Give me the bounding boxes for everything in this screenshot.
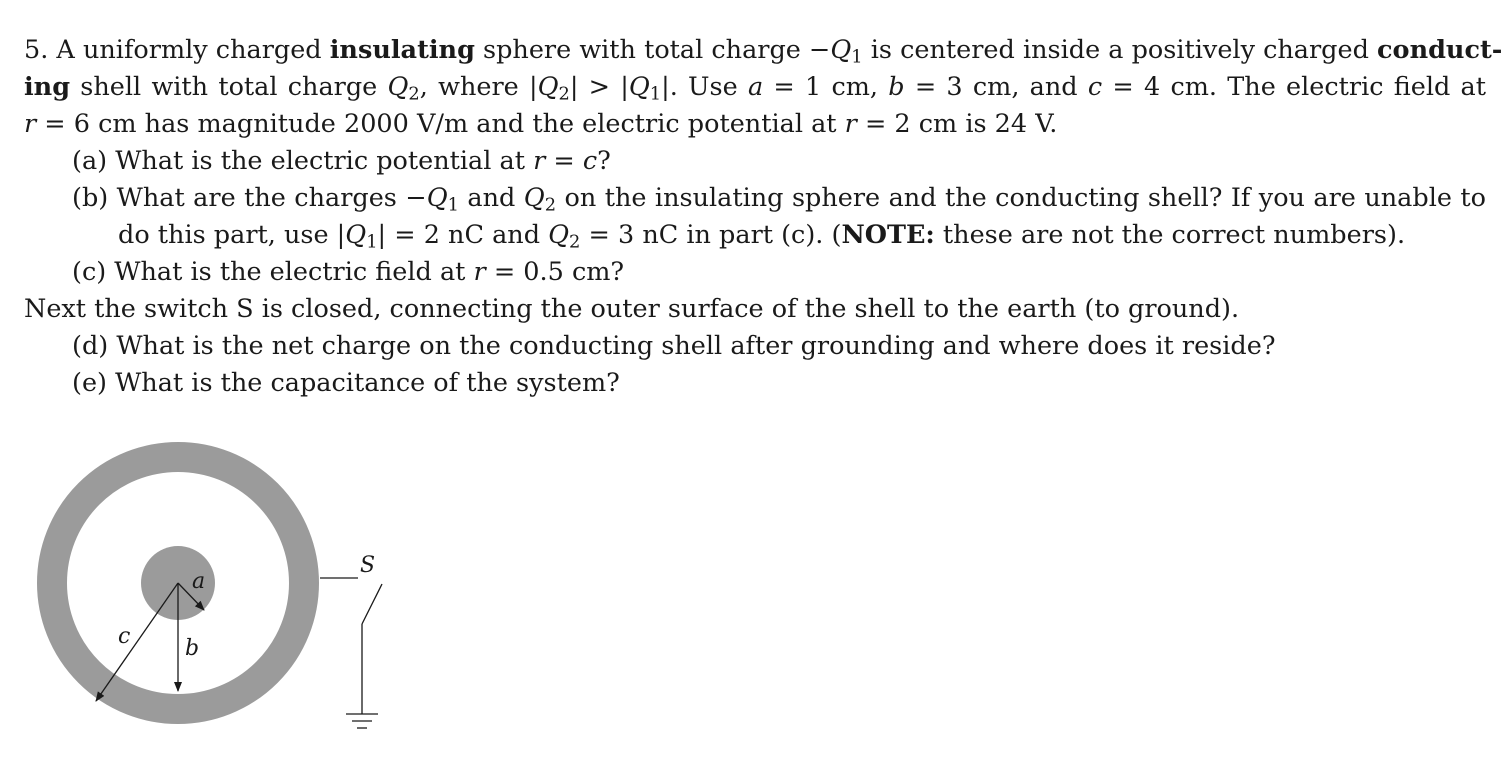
bold-conducting: conduct- [1377, 35, 1503, 65]
text-span: = [545, 146, 583, 176]
next-paragraph: Next the switch S is closed, connecting the outer surface of the shell to the earth (to ground). [24, 294, 1240, 324]
part-e: (e) What is the capacitance of the system? [72, 368, 620, 398]
bold-ing: ing [24, 72, 71, 102]
subscript: 1 [851, 46, 863, 68]
text-span: on the insulating sphere and the conducting shell? If you are unable to [556, 183, 1486, 213]
figure [20, 430, 400, 754]
part-d: (d) What is the net charge on the conducting shell after grounding and where does it reside? [72, 331, 1276, 361]
math-q: Q [628, 72, 650, 102]
text-span: = 3 nC in part (c). ( [580, 220, 842, 250]
subscript: 1 [447, 194, 459, 216]
text-span: , where | [419, 72, 538, 102]
text-span: do this part, use | [118, 220, 346, 250]
subscript: 1 [366, 231, 378, 253]
text-span: is centered inside a positively charged [862, 35, 1378, 65]
text-span: and [458, 183, 524, 213]
problem-line-1 [24, 32, 1503, 69]
math-r: r [24, 109, 37, 139]
math-q: Q [548, 220, 570, 250]
math-q: Q [537, 72, 559, 102]
math-c: c [582, 146, 598, 176]
text-span: sphere with total charge [474, 35, 810, 65]
math-q: Q [426, 183, 448, 213]
math-c: c [1087, 72, 1103, 102]
label-a: a [192, 569, 206, 594]
text-span: (c) What is the electric field at [72, 257, 474, 287]
text-span: = 0.5 cm? [485, 257, 625, 287]
radius-c-arrow [96, 583, 178, 701]
label-b: b [185, 636, 200, 661]
math-r: r [844, 109, 857, 139]
switch-blade [362, 584, 382, 624]
subscript: 2 [544, 194, 557, 216]
math-r: r [533, 146, 546, 176]
text-span: = 3 cm, and [904, 72, 1088, 102]
math-a: a [747, 72, 764, 102]
problem-line-3 [24, 106, 1486, 143]
text-span: | = 2 nC and [377, 220, 549, 250]
text-span: = 4 cm. The electric field at [1102, 72, 1487, 102]
math-b: b [888, 72, 905, 102]
subscript: 2 [558, 83, 570, 105]
math-r: r [473, 257, 486, 287]
bold-insulating: insulating [329, 35, 475, 65]
part-b-line-2 [24, 217, 1486, 254]
part-c [24, 254, 1486, 291]
text-span: | > | [569, 72, 629, 102]
bold-note: NOTE: [841, 220, 935, 250]
part-a [24, 143, 1486, 180]
math-q: Q [345, 220, 367, 250]
text-span: = 2 cm is 24 V. [856, 109, 1058, 139]
label-s: S [360, 553, 376, 578]
text-span: ? [597, 146, 611, 176]
text-span: = 6 cm has magnitude 2000 V/m and the electric potential at [36, 109, 845, 139]
text-span: (b) What are the charges − [72, 183, 427, 213]
text-span: 5. A uniformly charged [24, 35, 330, 65]
problem-text [24, 32, 1503, 402]
math-q: Q [523, 183, 545, 213]
subscript: 1 [649, 83, 662, 105]
subscript: 2 [408, 83, 420, 105]
text-span: these are not the correct numbers). [934, 220, 1406, 250]
part-b-line-1 [24, 180, 1486, 217]
problem-line-2 [24, 69, 1486, 106]
math-q: Q [387, 72, 409, 102]
label-c: c [118, 624, 131, 649]
text-span: shell with total charge [70, 72, 388, 102]
math-q: −Q [809, 35, 852, 65]
shell-diagram [20, 430, 400, 750]
text-span: |. Use [661, 72, 748, 102]
text-span: (a) What is the electric potential at [72, 146, 534, 176]
text-span: = 1 cm, [763, 72, 889, 102]
subscript: 2 [569, 231, 581, 253]
